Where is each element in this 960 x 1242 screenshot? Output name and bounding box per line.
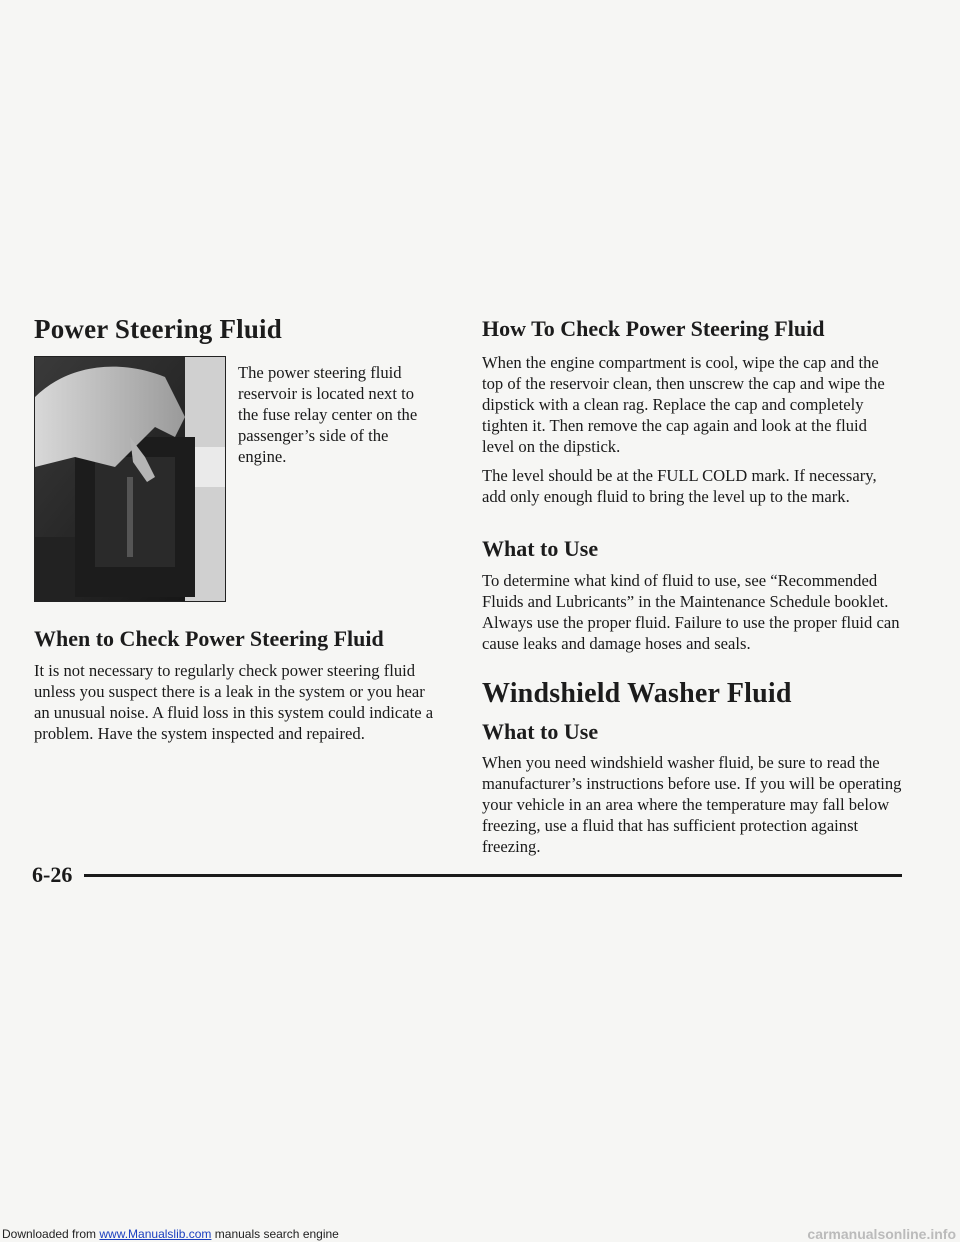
heading-what-to-use-washer: What to Use: [482, 719, 599, 744]
download-suffix: manuals search engine: [211, 1227, 339, 1241]
section-title-washer-fluid: Windshield Washer Fluid: [482, 678, 792, 709]
what-to-use-steering-paragraph: To determine what kind of fluid to use, see “Recommended Fluids and Lubricants” in the Maintenance Schedule booklet. Always use the proper fluid. Failure to use the proper fluid can cause leaks and damage hoses and seals.: [482, 571, 900, 653]
what-to-use-washer-paragraph: When you need windshield washer fluid, be sure to read the manufacturer’s instructions before use. If you will be operating your vehicle in an area where the temperature may fall below freezing, use a fluid that has sufficient protection against freezing.: [482, 753, 902, 856]
when-to-check-paragraph: It is not necessary to regularly check power steering fluid unless you suspect there is a leak in the system or you hear an unusual noise. A fluid loss in this system could indicate a problem. Have the system inspected and repaired.: [34, 661, 434, 743]
page-number: 6-26: [32, 862, 73, 887]
section-title-power-steering: Power Steering Fluid: [34, 314, 282, 344]
reservoir-photo: [34, 356, 226, 602]
heading-when-to-check: When to Check Power Steering Fluid: [34, 626, 384, 651]
how-to-check-paragraph-2: The level should be at the FULL COLD mark. If necessary, add only enough fluid to bring the level up to the mark.: [482, 466, 877, 506]
intro-paragraph: The power steering fluid reservoir is located next to the fuse relay center on the passenger’s side of the engine.: [238, 363, 418, 466]
download-bar-text: [2, 1227, 339, 1241]
footer-rule: [84, 874, 902, 877]
manualslib-link[interactable]: www.Manualslib.com: [99, 1227, 212, 1241]
how-to-check-paragraph-1: When the engine compartment is cool, wipe the cap and the top of the reservoir clean, then unscrew the cap and wipe the dipstick with a clean rag. Replace the cap and completely tighten it. Then remove the cap again and look at the fluid level on the dipstick.: [482, 353, 885, 456]
download-bar: [0, 1226, 960, 1242]
heading-how-to-check: How To Check Power Steering Fluid: [482, 316, 825, 341]
download-prefix: Downloaded from: [2, 1227, 100, 1241]
reservoir-photo-image: [35, 357, 226, 602]
heading-what-to-use-steering: What to Use: [482, 536, 599, 561]
watermark: carmanualsonline.info: [807, 1226, 956, 1242]
